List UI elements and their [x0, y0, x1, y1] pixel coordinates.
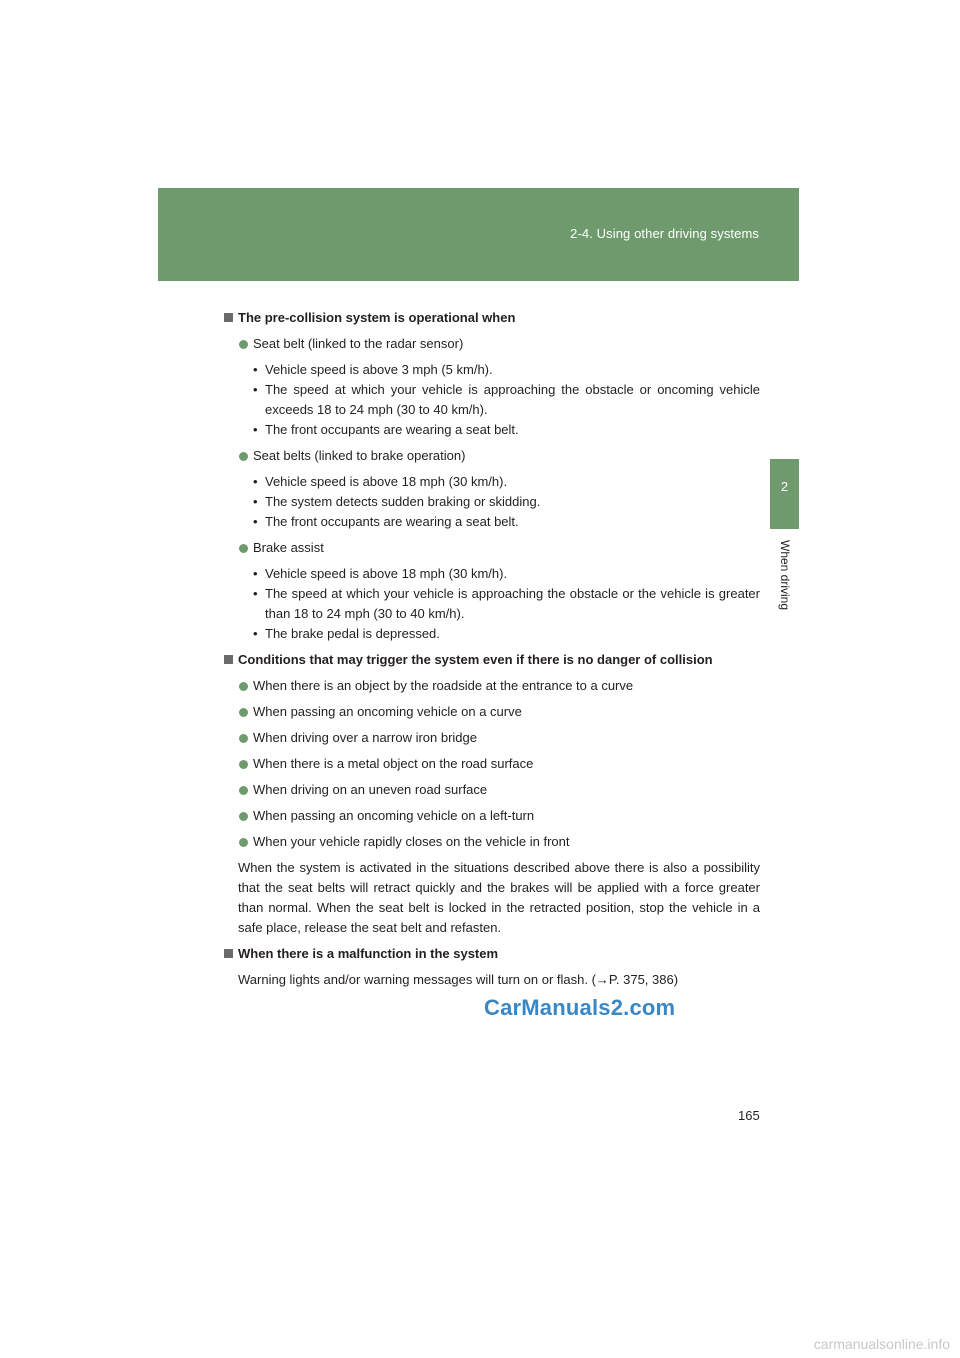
round-bullet-icon: [239, 760, 248, 769]
round-bullet-icon: [239, 786, 248, 795]
bullet-item: When driving on an uneven road surface: [224, 780, 760, 800]
bullet-item: When passing an oncoming vehicle on a curve: [224, 702, 760, 722]
bullet-item: When passing an oncoming vehicle on a left-turn: [224, 806, 760, 826]
sub-item: • The system detects sudden braking or skidding.: [253, 494, 541, 509]
section-heading: When there is a malfunction in the system: [224, 944, 760, 964]
bullet-group: [224, 334, 760, 440]
watermark-logo: CarManuals2.com: [484, 995, 676, 1020]
bullet-item: When your vehicle rapidly closes on the vehicle in front: [224, 832, 760, 852]
section-heading: Conditions that may trigger the system even if there is no danger of collision: [224, 650, 760, 670]
sub-item: • The speed at which your vehicle is approaching the obstacle or the vehicle is greater than 18 to 24 mph (30 to 40 km/h).: [253, 586, 760, 621]
round-bullet-icon: [239, 682, 248, 691]
square-bullet-icon: [224, 949, 233, 958]
round-bullet-icon: [239, 708, 248, 717]
bullet-group: [224, 446, 760, 532]
bullet-group: [224, 538, 760, 644]
section-title: 2-4. Using other driving systems: [570, 226, 759, 241]
sub-item: • The front occupants are wearing a seat belt.: [253, 422, 519, 437]
bullet-item: When driving over a narrow iron bridge: [224, 728, 760, 748]
sub-item: • The front occupants are wearing a seat belt.: [253, 514, 519, 529]
header-band: [158, 188, 799, 281]
sub-item: • The brake pedal is depressed.: [253, 626, 440, 641]
sub-item: • Vehicle speed is above 3 mph (5 km/h).: [253, 362, 493, 377]
bottom-watermark: carmanualsonline.info: [813, 1336, 950, 1352]
bullet-item: Brake assist: [224, 538, 760, 558]
page-number: 165: [738, 1108, 760, 1123]
square-bullet-icon: [224, 313, 233, 322]
round-bullet-icon: [239, 452, 248, 461]
square-bullet-icon: [224, 655, 233, 664]
round-bullet-icon: [239, 544, 248, 553]
sub-item: • Vehicle speed is above 18 mph (30 km/h).: [253, 566, 508, 581]
page-content: [224, 308, 760, 996]
bullet-item: When there is a metal object on the road surface: [224, 754, 760, 774]
chapter-label: When driving: [778, 540, 792, 611]
body-paragraph: When the system is activated in the situations described above there is also a possibility that the seat belts will retract quickly and the brakes will be applied with a force greater than normal. When the seat belt is locked in the retracted position, stop the vehicle in a safe place, release the seat belt and refasten.: [238, 860, 760, 935]
sub-item: • Vehicle speed is above 18 mph (30 km/h).: [253, 474, 508, 489]
chapter-tab: [770, 459, 799, 529]
round-bullet-icon: [239, 734, 248, 743]
section-heading: The pre-collision system is operational when: [224, 308, 760, 328]
chapter-number: 2: [780, 479, 789, 494]
bullet-item: When there is an object by the roadside at the entrance to a curve: [224, 676, 760, 696]
sub-item: • The speed at which your vehicle is approaching the obstacle or oncoming vehicle exceeds 18 to 24 mph (30 to 40 km/h).: [253, 382, 760, 417]
body-paragraph: Warning lights and/or warning messages will turn on or flash. (→P. 375, 386): [238, 972, 679, 987]
bullet-item: Seat belts (linked to brake operation): [224, 446, 760, 466]
round-bullet-icon: [239, 838, 248, 847]
bullet-item: Seat belt (linked to the radar sensor): [224, 334, 760, 354]
round-bullet-icon: [239, 812, 248, 821]
round-bullet-icon: [239, 340, 248, 349]
